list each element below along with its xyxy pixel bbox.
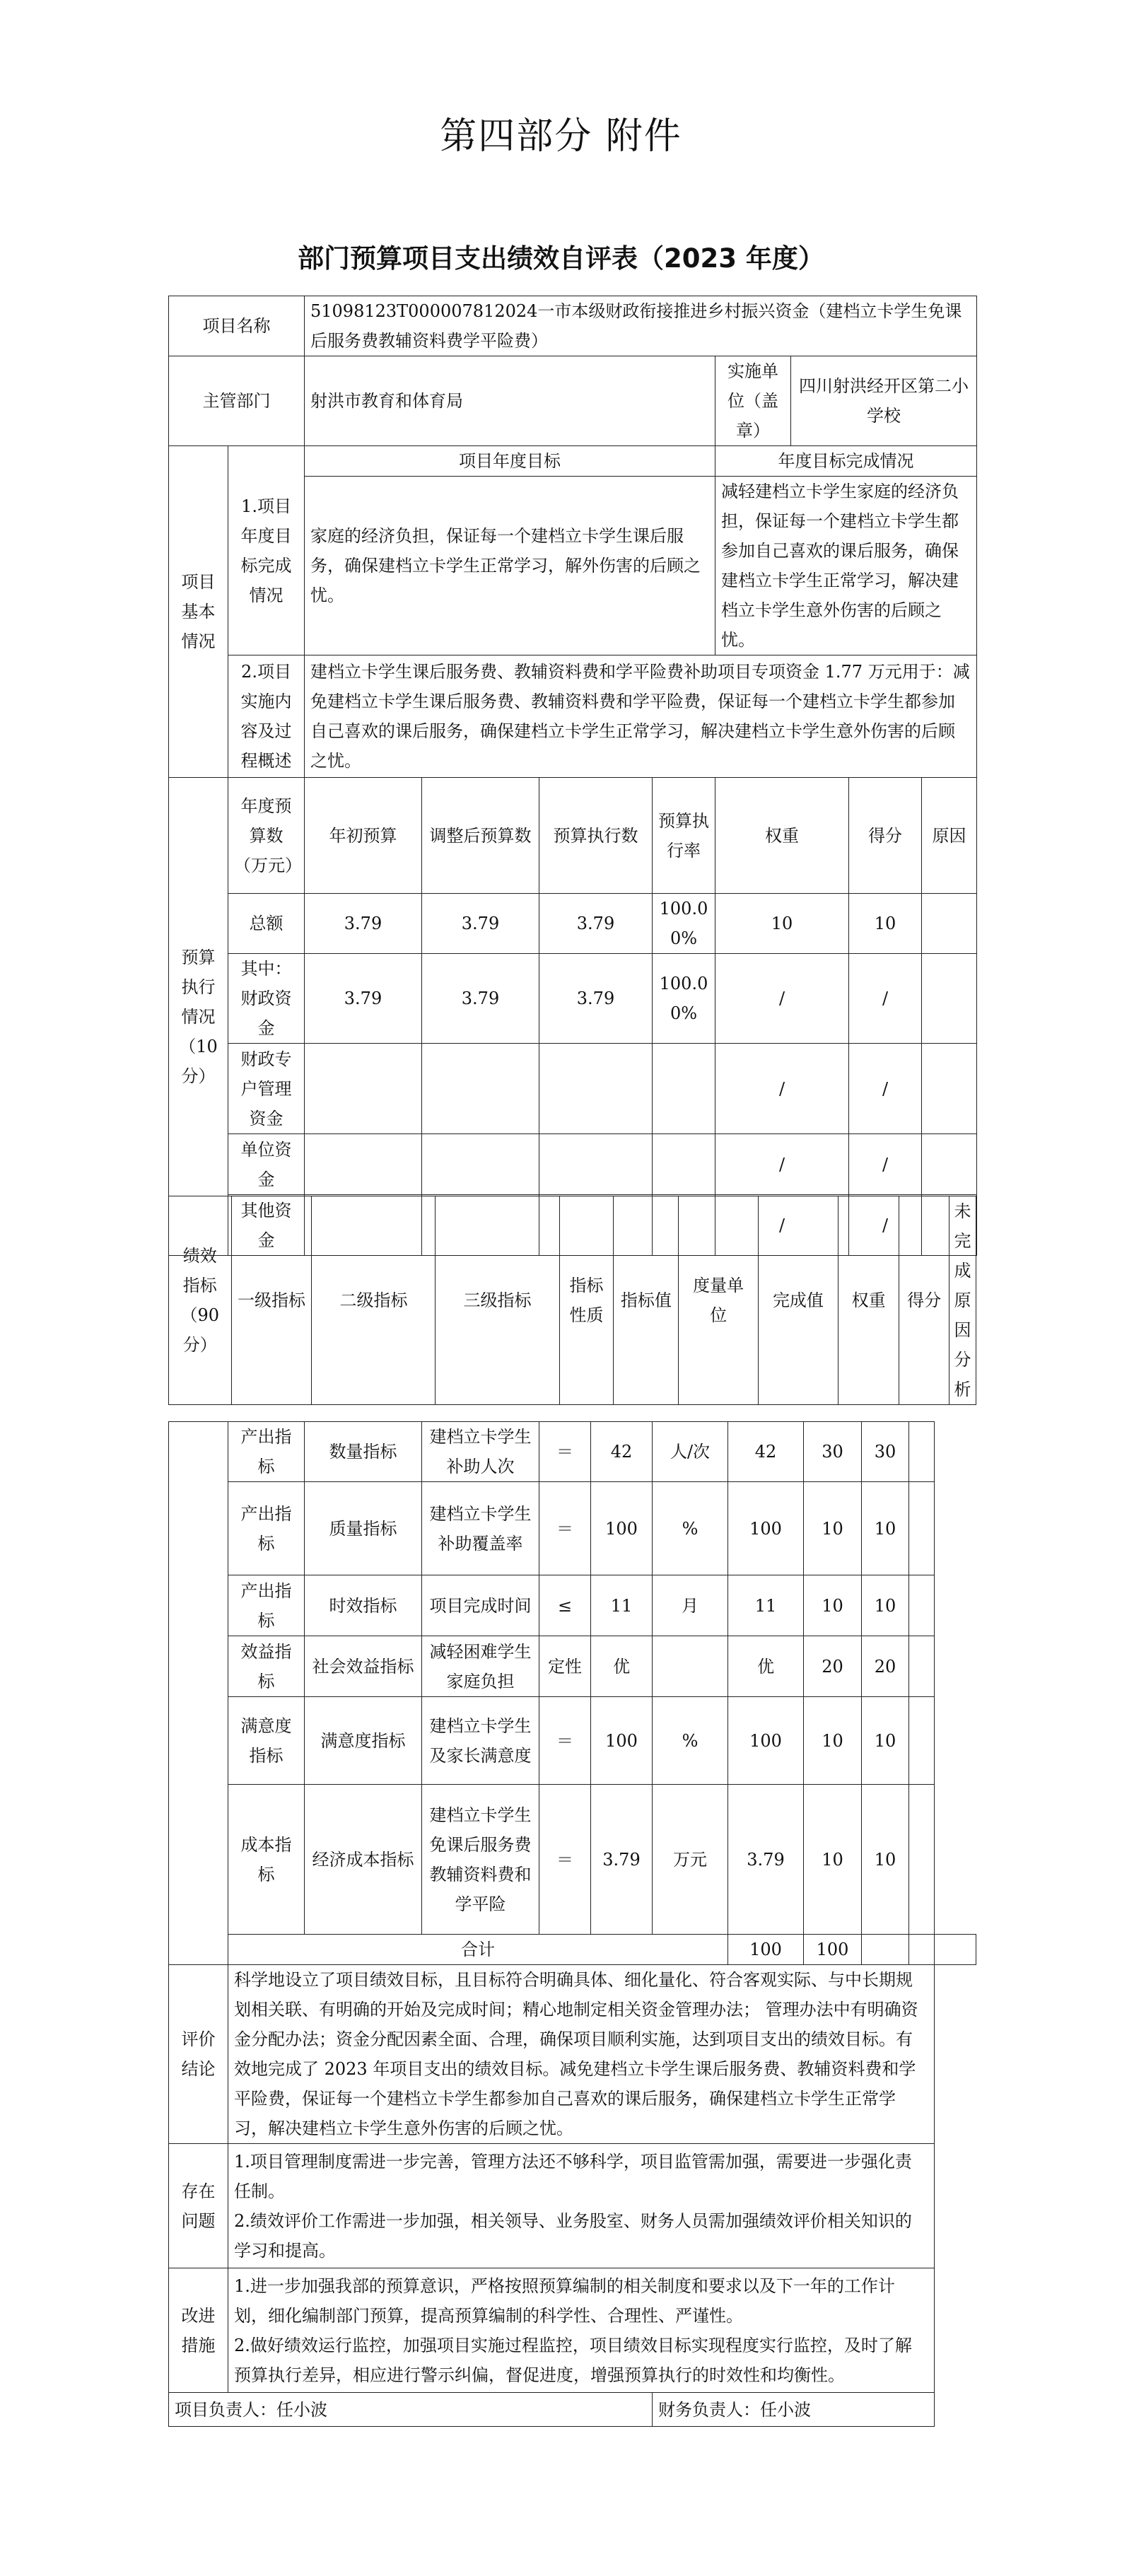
perf-total-weight: 100	[728, 1935, 804, 1965]
perf-score: 10	[862, 1482, 909, 1575]
budget-executed	[539, 1044, 653, 1134]
budget-initial: 3.79	[305, 954, 422, 1044]
perf-total-row	[169, 1935, 976, 1965]
budget-row-label: 其他资金	[228, 1195, 305, 1256]
perf-done: 优	[728, 1636, 804, 1697]
perf-reason	[909, 1422, 935, 1482]
perf-weight: 10	[804, 1575, 862, 1636]
perf-nature: 定性	[539, 1636, 591, 1697]
perf-l1: 产出指标	[228, 1422, 305, 1482]
perf-header-reason: 未完成原因分析	[949, 1196, 976, 1405]
perf-l2: 经济成本指标	[305, 1785, 422, 1935]
part-title: 第四部分 附件	[440, 115, 682, 158]
perf-l1: 成本指标	[228, 1785, 305, 1935]
basic-section-label: 项目基本情况	[169, 446, 228, 778]
perf-header-nature: 指标性质	[559, 1196, 614, 1405]
perf-left-spacer	[169, 1422, 228, 1965]
perf-unit: 月	[653, 1575, 728, 1636]
budget-score: /	[849, 1134, 922, 1195]
conclusion-label: 评价结论	[169, 1965, 228, 2144]
perf-unit: %	[653, 1697, 728, 1785]
perf-reason	[909, 1482, 935, 1575]
perf-reason	[909, 1785, 935, 1935]
impl-label: 2.项目实施内容及过程概述	[228, 655, 305, 778]
perf-nature: ≤	[539, 1575, 591, 1636]
budget-row-label: 单位资金	[228, 1134, 305, 1195]
annual-goal-label: 1.项目年度目标完成情况	[228, 446, 305, 655]
budget-rate: 100.00%	[653, 954, 715, 1044]
done-text: 减轻建档立卡学生家庭的经济负担，保证每一个建档立卡学生都参加自己喜欢的课后服务，确保建档立卡学生正常学习，解决建档立卡学生意外伤害的后顾之忧。	[715, 477, 977, 655]
budget-score: /	[849, 954, 922, 1044]
budget-header-score: 得分	[849, 778, 922, 894]
budget-rate	[653, 1134, 715, 1195]
budget-reason	[922, 894, 977, 954]
perf-reason	[909, 1575, 935, 1636]
perf-value: 优	[591, 1636, 653, 1697]
perf-l2: 数量指标	[305, 1422, 422, 1482]
problem-item: 2.绩效评价工作需进一步加强，相关领导、业务股室、财务人员需加强绩效评价相关知识的学习和提高。	[234, 2210, 912, 2261]
budget-section-label: 预算执行情况（10分）	[169, 778, 228, 1256]
perf-l1: 效益指标	[228, 1636, 305, 1697]
perf-header-l2: 二级指标	[312, 1196, 436, 1405]
perf-header-score: 得分	[899, 1196, 949, 1405]
budget-header-initial: 年初预算	[305, 778, 422, 894]
budget-executed	[539, 1134, 653, 1195]
measure-item: 2.做好绩效运行监控，加强项目实施过程监控，项目绩效目标实现程度实行监控，及时了解预算执行差异，相应进行警示纠偏，督促进度，增强预算执行的时效性和均衡性。	[234, 2335, 912, 2385]
budget-adjusted	[422, 1134, 539, 1195]
perf-reason	[909, 1636, 935, 1697]
problems-label: 存在问题	[169, 2144, 228, 2268]
perf-reason	[909, 1697, 935, 1785]
budget-executed: 3.79	[539, 954, 653, 1044]
budget-weight: /	[715, 1134, 849, 1195]
perf-header-weight: 权重	[838, 1196, 899, 1405]
budget-row	[169, 1044, 977, 1134]
goal-col-header: 项目年度目标	[305, 446, 715, 477]
perf-score: 20	[862, 1636, 909, 1697]
budget-weight: /	[715, 1044, 849, 1134]
perf-total-label: 合计	[228, 1935, 728, 1965]
perf-value: 11	[591, 1575, 653, 1636]
perf-header-l3: 三级指标	[436, 1196, 559, 1405]
perf-l2: 质量指标	[305, 1482, 422, 1575]
perf-l1: 满意度指标	[228, 1697, 305, 1785]
measures-label: 改进措施	[169, 2268, 228, 2393]
perf-row	[169, 1422, 976, 1482]
perf-score: 10	[862, 1575, 909, 1636]
perf-row	[169, 1697, 976, 1785]
perf-l2: 满意度指标	[305, 1697, 422, 1785]
perf-nature: ＝	[539, 1422, 591, 1482]
goal-text: 家庭的经济负担，保证每一个建档立卡学生课后服务，确保建档立卡学生正常学习，解外伤害的后顾之忧。	[305, 477, 715, 655]
perf-weight: 10	[804, 1482, 862, 1575]
perf-unit: %	[653, 1482, 728, 1575]
budget-header-adjusted: 调整后预算数	[422, 778, 539, 894]
perf-done: 42	[728, 1422, 804, 1482]
budget-rate: 100.00%	[653, 894, 715, 954]
budget-adjusted: 3.79	[422, 954, 539, 1044]
budget-row	[169, 954, 977, 1044]
perf-header-l1: 一级指标	[231, 1196, 312, 1405]
project-lead: 项目负责人：任小波	[169, 2393, 653, 2427]
perf-l3: 建档立卡学生及家长满意度	[422, 1697, 539, 1785]
perf-nature: ＝	[539, 1482, 591, 1575]
budget-header-executed: 预算执行数	[539, 778, 653, 894]
project-name-label: 项目名称	[169, 296, 305, 356]
done-col-header: 年度目标完成情况	[715, 446, 977, 477]
perf-done: 11	[728, 1575, 804, 1636]
problem-item: 1.项目管理制度需进一步完善，管理方法还不够科学，项目监管需加强，需要进一步强化责任制。	[234, 2151, 912, 2201]
perf-header-value: 指标值	[614, 1196, 679, 1405]
project-name-value: 51098123T000007812024一市本级财政衔接推进乡村振兴资金（建档立卡学生免课后服务费教辅资料费学平险费）	[305, 296, 977, 356]
perf-l3: 建档立卡学生免课后服务费教辅资料费和学平险	[422, 1785, 539, 1935]
budget-initial	[305, 1044, 422, 1134]
perf-value: 100	[591, 1697, 653, 1785]
budget-row	[169, 1134, 977, 1195]
perf-weight: 10	[804, 1785, 862, 1935]
budget-header-weight: 权重	[715, 778, 849, 894]
finance-lead: 财务负责人：任小波	[653, 2393, 935, 2427]
budget-score: /	[849, 1195, 922, 1256]
perf-value: 3.79	[591, 1785, 653, 1935]
perf-l1: 产出指标	[228, 1575, 305, 1636]
perf-weight: 30	[804, 1422, 862, 1482]
budget-header-rate: 预算执行率	[653, 778, 715, 894]
perf-header-table	[168, 1196, 976, 1405]
budget-weight: /	[715, 954, 849, 1044]
conclusion-text: 科学地设立了项目绩效目标，且目标符合明确具体、细化量化、符合客观实际、与中长期规划相关联、有明确的开始及完成时间；精心地制定相关资金管理办法； 管理办法中有明确资金分配办法；资金分配因素全面、合理，确保项目顺利实施，达到项目支出的绩效目标。有效地完成了 2023 年项目支出的绩效目标。减免建档立卡学生课后服务费、教辅资料费和学平险费，保证每一个建档立卡学生都参加自己喜欢的课后服务，确保建档立卡学生正常学习，解决建档立卡学生意外伤害的后顾之忧。	[228, 1965, 935, 2144]
budget-initial: 3.79	[305, 894, 422, 954]
budget-weight: /	[715, 1195, 849, 1256]
evaluation-table-part1	[168, 296, 977, 1256]
budget-row-label: 其中：财政资金	[228, 954, 305, 1044]
perf-total-score: 100	[804, 1935, 862, 1965]
budget-row-label: 总额	[228, 894, 305, 954]
budget-adjusted: 3.79	[422, 894, 539, 954]
budget-rate	[653, 1044, 715, 1134]
perf-unit	[653, 1636, 728, 1697]
budget-score: 10	[849, 894, 922, 954]
budget-row-label: 财政专户管理资金	[228, 1044, 305, 1134]
perf-row	[169, 1575, 976, 1636]
perf-done: 3.79	[728, 1785, 804, 1935]
perf-row	[169, 1636, 976, 1697]
budget-score: /	[849, 1044, 922, 1134]
perf-l3: 项目完成时间	[422, 1575, 539, 1636]
dept-label: 主管部门	[169, 356, 305, 446]
unit-value: 四川射洪经开区第二小学校	[791, 356, 977, 446]
budget-reason	[922, 1044, 977, 1134]
budget-executed: 3.79	[539, 894, 653, 954]
perf-unit: 万元	[653, 1785, 728, 1935]
perf-score: 30	[862, 1422, 909, 1482]
perf-score: 10	[862, 1785, 909, 1935]
perf-l2: 社会效益指标	[305, 1636, 422, 1697]
evaluation-table-part2	[168, 1421, 976, 2427]
budget-adjusted	[422, 1044, 539, 1134]
perf-l3: 建档立卡学生补助人次	[422, 1422, 539, 1482]
perf-done: 100	[728, 1482, 804, 1575]
budget-header-reason: 原因	[922, 778, 977, 894]
impl-text: 建档立卡学生课后服务费、教辅资料费和学平险费补助项目专项资金 1.77 万元用于：减免建档立卡学生课后服务费、教辅资料费和学平险费，保证每一个建档立卡学生都参加自己喜欢的课后服务，确保建档立卡学生正常学习，解决建档立卡学生意外伤害的后顾之忧。	[305, 655, 977, 778]
perf-l3: 建档立卡学生补助覆盖率	[422, 1482, 539, 1575]
perf-row	[169, 1785, 976, 1935]
perf-weight: 20	[804, 1636, 862, 1697]
perf-l1: 产出指标	[228, 1482, 305, 1575]
measures-text	[228, 2268, 935, 2393]
perf-row	[169, 1482, 976, 1575]
problems-text	[228, 2144, 935, 2268]
perf-value: 100	[591, 1482, 653, 1575]
measure-item: 1.进一步加强我部的预算意识，严格按照预算编制的相关制度和要求以及下一年的工作计划，细化编制部门预算，提高预算编制的科学性、合理性、严谨性。	[234, 2275, 895, 2326]
perf-header-done: 完成值	[759, 1196, 838, 1405]
budget-header-annual: 年度预算数（万元）	[228, 778, 305, 894]
perf-header-unit: 度量单位	[679, 1196, 759, 1405]
form-title: 部门预算项目支出绩效自评表（2023 年度）	[298, 243, 824, 274]
perf-l3: 减轻困难学生家庭负担	[422, 1636, 539, 1697]
perf-nature: ＝	[539, 1697, 591, 1785]
perf-unit: 人/次	[653, 1422, 728, 1482]
perf-nature: ＝	[539, 1785, 591, 1935]
unit-label: 实施单位（盖章）	[715, 356, 791, 446]
perf-done: 100	[728, 1697, 804, 1785]
budget-reason	[922, 954, 977, 1044]
perf-score: 10	[862, 1697, 909, 1785]
perf-weight: 10	[804, 1697, 862, 1785]
budget-weight: 10	[715, 894, 849, 954]
perf-l2: 时效指标	[305, 1575, 422, 1636]
dept-value: 射洪市教育和体育局	[305, 356, 715, 446]
perf-value: 42	[591, 1422, 653, 1482]
budget-reason	[922, 1134, 977, 1195]
perf-section-label: 绩效指标（90分）	[169, 1196, 232, 1405]
budget-initial	[305, 1134, 422, 1195]
budget-row	[169, 894, 977, 954]
